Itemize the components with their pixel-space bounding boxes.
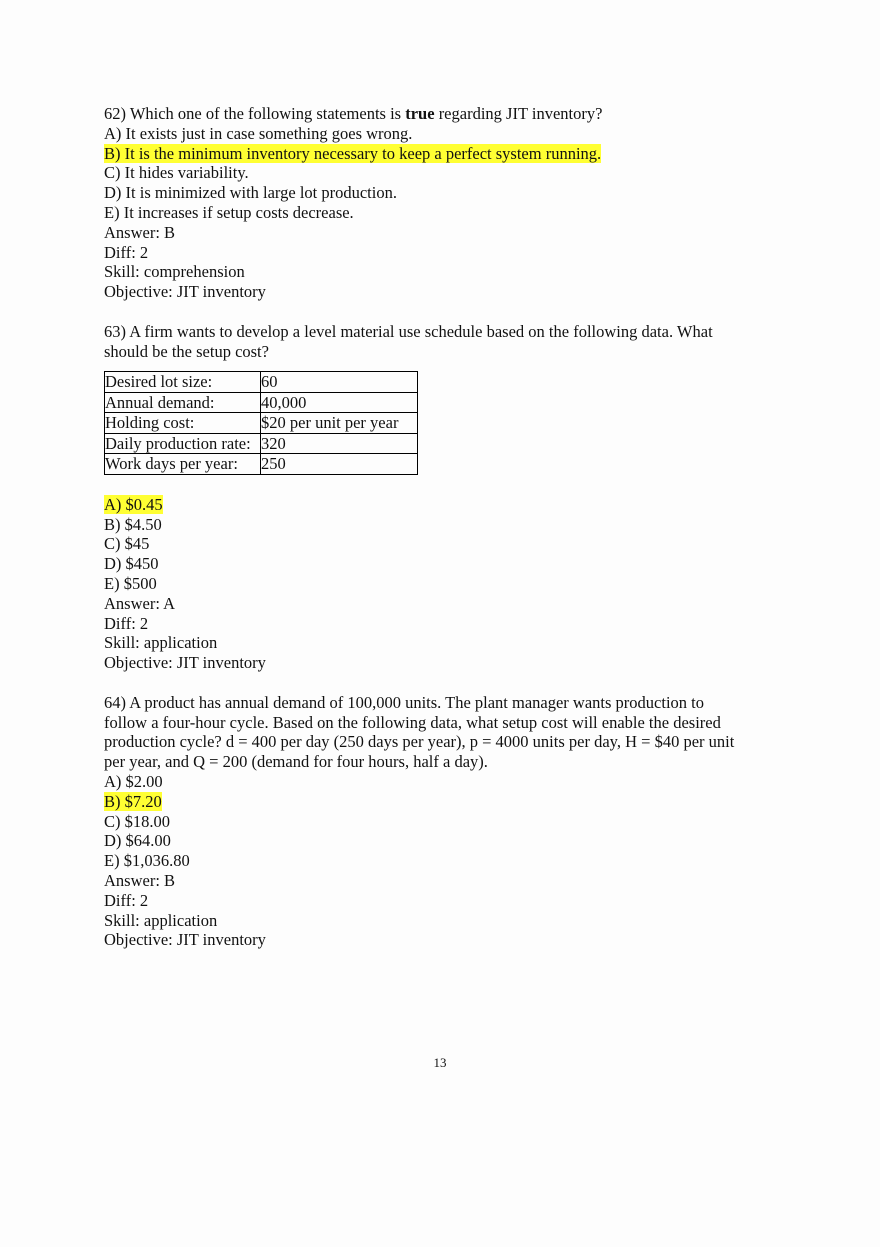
table-row: [105, 433, 418, 454]
difficulty: Diff: 2: [104, 613, 149, 633]
page-number: 13: [433, 1055, 447, 1070]
question-64: [104, 693, 784, 950]
table-cell-value: 60: [261, 372, 418, 393]
question-63: [104, 322, 784, 673]
table-cell-label: Daily production rate:: [105, 433, 261, 454]
option-e: E) $500: [104, 574, 157, 594]
difficulty: Diff: 2: [104, 242, 149, 262]
table-cell-label: Annual demand:: [105, 392, 261, 413]
skill: Skill: application: [104, 910, 218, 930]
question-64-stem-line-3: production cycle? d = 400 per day (250 days per year), p = 4000 units per day, H = $40 per unit: [104, 732, 735, 752]
emphasis-true: true: [405, 104, 435, 123]
table-cell-value: 250: [261, 454, 418, 475]
question-63-stem-line-1: 63) A firm wants to develop a level material use schedule based on the following data. What: [104, 321, 713, 341]
highlight: A) $0.45: [104, 494, 163, 514]
table-row: [105, 413, 418, 434]
question-64-stem-line-2: follow a four-hour cycle. Based on the following data, what setup cost will enable the desired: [104, 712, 721, 732]
spacer: [104, 302, 784, 322]
table-row: [105, 392, 418, 413]
table-cell-value: 320: [261, 433, 418, 454]
objective: Objective: JIT inventory: [104, 653, 266, 673]
option-b: B) $4.50: [104, 514, 162, 534]
option-e: E) It increases if setup costs decrease.: [104, 202, 354, 222]
question-63-stem-line-2: should be the setup cost?: [104, 341, 269, 361]
option-c: C) $18.00: [104, 811, 170, 831]
option-a: A) $2.00: [104, 772, 163, 792]
table-cell-value: 40,000: [261, 392, 418, 413]
page-content: [104, 104, 784, 950]
table-cell-label: Holding cost:: [105, 413, 261, 434]
option-c: C) It hides variability.: [104, 163, 249, 183]
table-row: [105, 454, 418, 475]
spacer: [104, 673, 784, 693]
answer: Answer: B: [104, 222, 176, 242]
skill: Skill: application: [104, 633, 218, 653]
option-a-correct: [104, 495, 784, 515]
table-cell-label: Desired lot size:: [105, 372, 261, 393]
highlight: B) $7.20: [104, 791, 162, 811]
question-62-stem: 62) Which one of the following statements is true regarding JIT inventory?: [104, 104, 603, 123]
highlight: B) It is the minimum inventory necessary to keep a perfect system running.: [104, 143, 602, 163]
question-62: [104, 104, 784, 302]
table-cell-value: $20 per unit per year: [261, 413, 418, 434]
option-b-correct: [104, 144, 784, 164]
table-cell-label: Work days per year:: [105, 454, 261, 475]
skill: Skill: comprehension: [104, 262, 245, 282]
option-b-correct: [104, 792, 784, 812]
question-64-stem-line-1: 64) A product has annual demand of 100,000 units. The plant manager wants production to: [104, 692, 704, 712]
option-a: A) It exists just in case something goes wrong.: [104, 123, 413, 143]
difficulty: Diff: 2: [104, 890, 149, 910]
option-d: D) $450: [104, 554, 159, 574]
objective: Objective: JIT inventory: [104, 930, 266, 950]
table-row: [105, 372, 418, 393]
option-d: D) It is minimized with large lot production.: [104, 183, 397, 203]
objective: Objective: JIT inventory: [104, 282, 266, 302]
option-d: D) $64.00: [104, 831, 171, 851]
option-e: E) $1,036.80: [104, 851, 190, 871]
question-64-stem-line-4: per year, and Q = 200 (demand for four hours, half a day).: [104, 752, 488, 772]
answer: Answer: B: [104, 871, 176, 890]
option-c: C) $45: [104, 534, 150, 554]
data-table: [104, 371, 418, 475]
answer: Answer: A: [104, 593, 176, 613]
